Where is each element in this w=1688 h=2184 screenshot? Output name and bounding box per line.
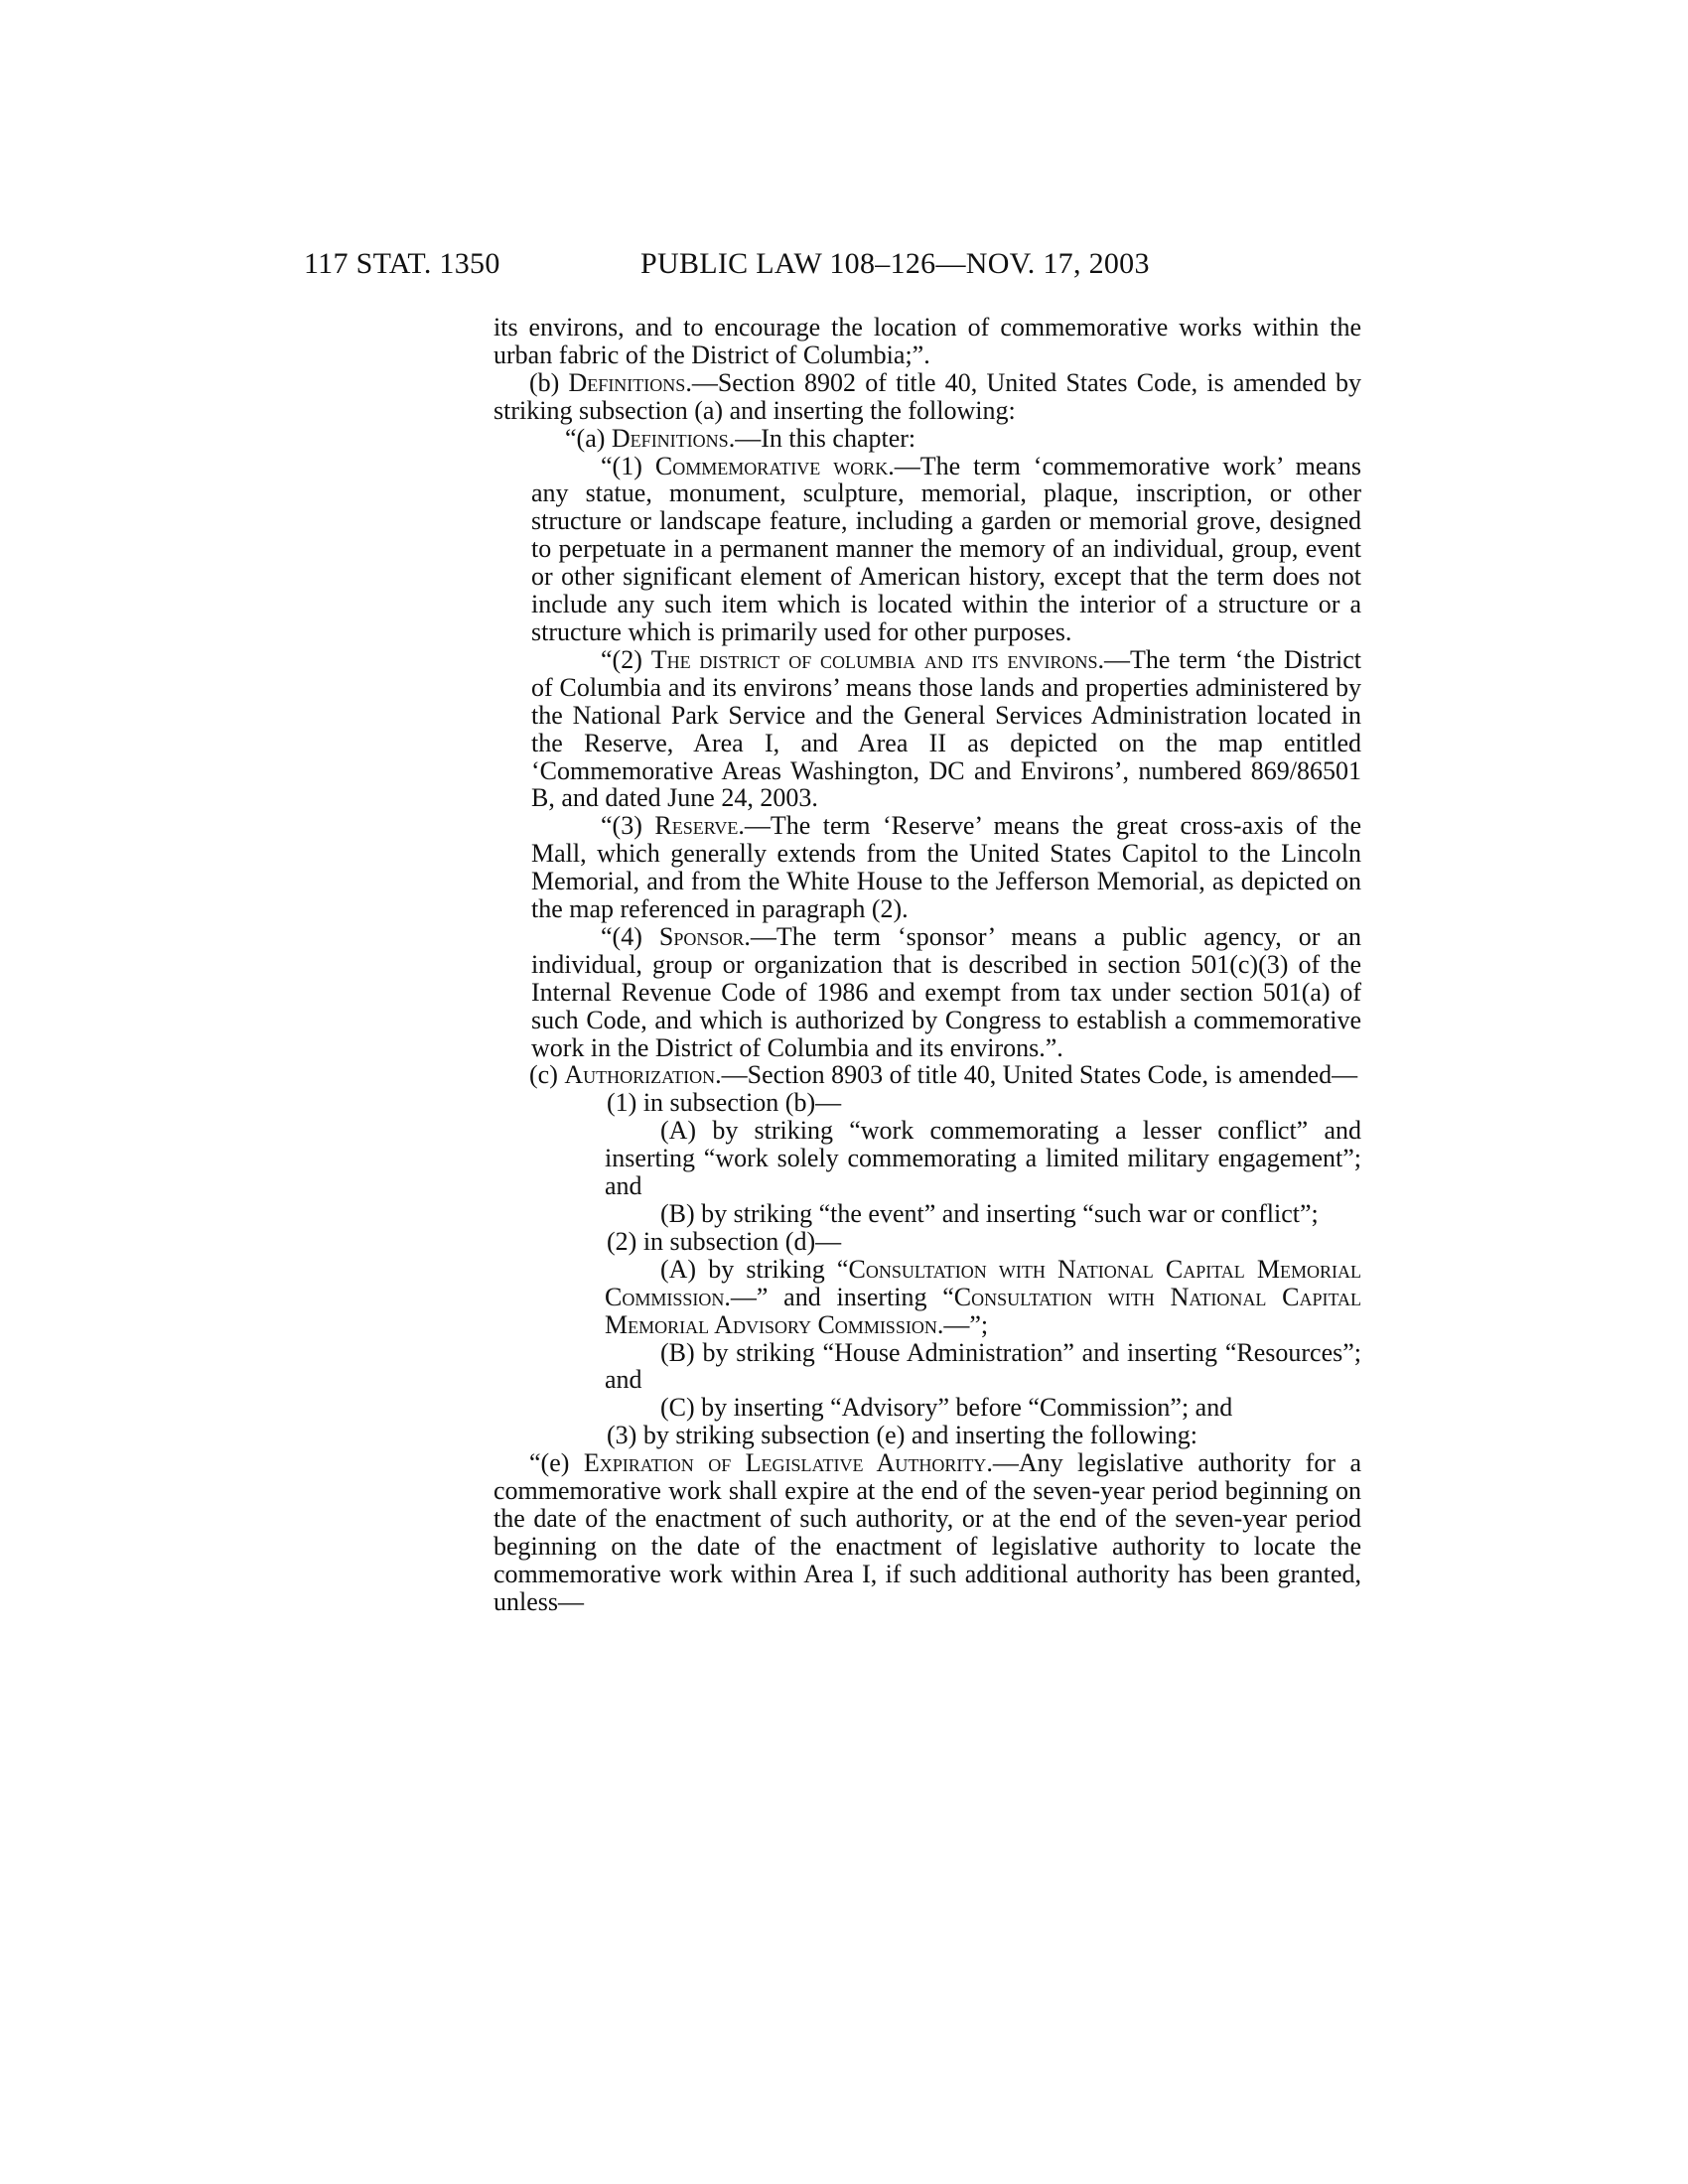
heading-expiration: Expiration of Legislative Authority (583, 1448, 987, 1478)
subsection-a-definitions: “(a) Definitions.—In this chapter: (565, 423, 916, 453)
public-law-citation: PUBLIC LAW 108–126—NOV. 17, 2003 (640, 247, 1150, 280)
heading-district-of-columbia: The district of columbia and its environs (650, 644, 1098, 674)
paragraph-continuation: its environs, and to encourage the location of commemorative works within the urban fabric of the District of Columbia;”. (493, 313, 1361, 369)
clause-1b: (B) by striking “the event” and inserting “such war or conflict”; (660, 1199, 1319, 1228)
subsection-c-authorization: (c) Authorization.—Section 8903 of title 40, United States Code, is amended— (529, 1060, 1358, 1090)
subsection-e-expiration: “(e) Expiration of Legislative Authority.—Any legislative authority for a commemorative work shall expire at the end of the seven-year period beginning on the date of the enactment of such authority, or at the end of the seven-year period beginning on the date of the enactment of legislative authority to locate the commemorative work within Area I, if such additional authority has been granted, unless— (493, 1448, 1361, 1616)
heading-sponsor: Sponsor (658, 921, 745, 951)
definition-reserve: “(3) Reserve.—The term ‘Reserve’ means the great cross-axis of the Mall, which generally extends from the United States Capitol to the Lincoln Memorial, and from the White House to the Jefferson Memorial, as depicted on the map referenced in paragraph (2). (531, 811, 1361, 924)
page-body (493, 314, 1361, 1616)
definition-district-of-columbia: “(2) The district of columbia and its environs.—The term ‘the District of Columbia and its environs’ means those lands and properties administered by the National Park Service and the General Services Administration located in the Reserve, Area I, and Area II as depicted on the map entitled ‘Commemorative Areas Washington, DC and Environs’, numbered 869/86501 B, and dated June 24, 2003. (531, 644, 1362, 813)
heading-definitions: Definitions (568, 367, 686, 397)
running-header (0, 244, 1688, 284)
heading-commemorative-work: Commemorative work (654, 451, 889, 480)
paragraph-3-subsection-e: (3) by striking subsection (e) and inserting the following: (607, 1421, 1198, 1450)
heading-reserve: Reserve (654, 811, 739, 841)
clause-2b: (B) by striking “House Administration” and inserting “Resources”; and (605, 1337, 1361, 1395)
paragraph-2-subsection-d: (2) in subsection (d)— (607, 1226, 842, 1256)
subsection-b-definitions: (b) Definitions.—Section 8902 of title 40, United States Code, is amended by striking subsection (a) and inserting the following: (493, 367, 1361, 425)
definition-commemorative-work: “(1) Commemorative work.—The term ‘commemorative work’ means any statue, monument, sculpture, memorial, plaque, inscription, or other structure or landscape feature, including a garden or memorial grove, designed to perpetuate in a permanent manner the memory of an individual, group, event or other significant element of American history, except that the term does not include any such item which is located within the interior of a structure or a structure which is primarily used for other purposes. (531, 451, 1361, 646)
clause-2c: (C) by inserting “Advisory” before “Commission”; and (660, 1393, 1233, 1423)
statute-page-number: 117 STAT. 1350 (304, 247, 500, 280)
clause-2a: (A) by striking “Consultation with National Capital Memorial Commission.—” and inserting “Consultation with National Capital Memorial Advisory Commission.—”; (605, 1254, 1361, 1339)
paragraph-1-subsection-b: (1) in subsection (b)— (607, 1088, 842, 1118)
heading-definitions-inner: Definitions (611, 423, 729, 453)
heading-authorization: Authorization (564, 1060, 716, 1090)
clause-1a: (A) by striking “work commemorating a lesser conflict” and inserting “work solely commemorating a limited military engagement”; and (605, 1116, 1361, 1201)
definition-sponsor: “(4) Sponsor.—The term ‘sponsor’ means a public agency, or an individual, group or organization that is described in section 501(c)(3) of the Internal Revenue Code of 1986 and exempt from tax under section 501(a) of such Code, and which is authorized by Congress to establish a commemorative work in the District of Columbia and its environs.”. (531, 921, 1361, 1062)
heading-consultation-old: Consultation with National Capital Memorial Commission (605, 1254, 1361, 1311)
heading-consultation-new: Consultation with National Capital Memorial Advisory Commission (605, 1282, 1361, 1339)
